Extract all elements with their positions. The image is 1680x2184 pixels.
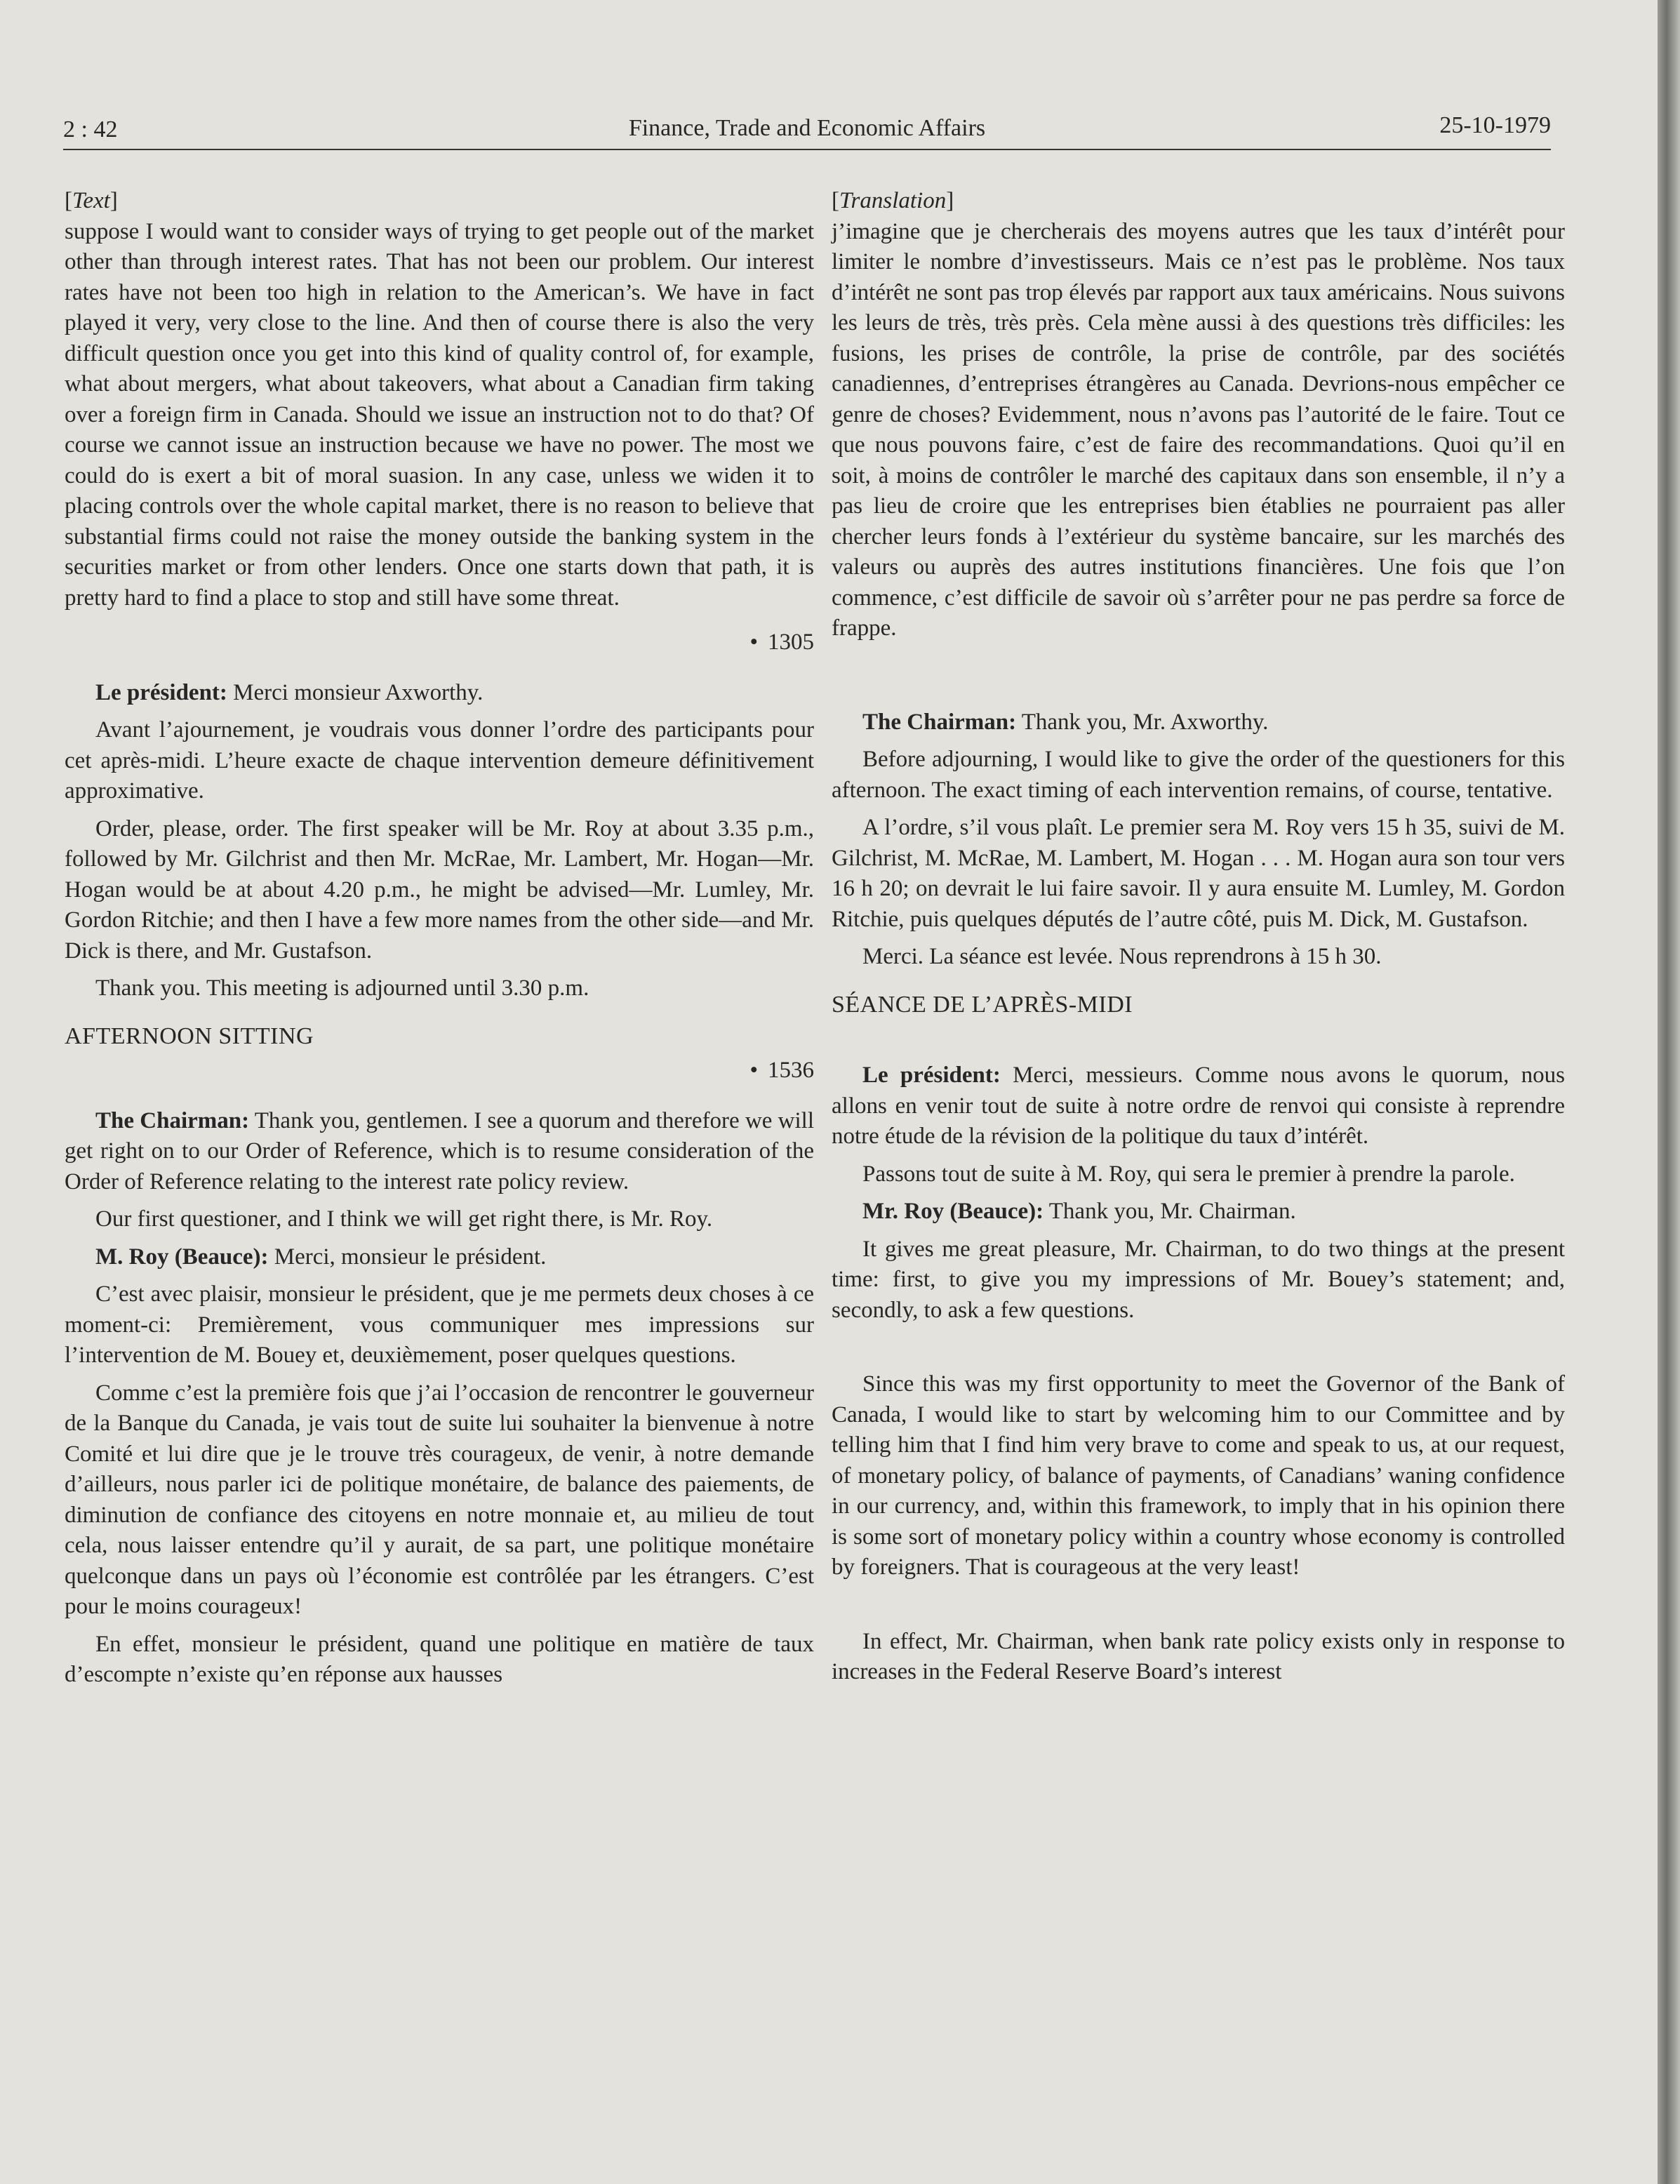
speaker-name: M. Roy (Beauce): [95, 1244, 269, 1270]
paragraph: Before adjourning, I would like to give the order of the questioners for this afternoon. The exact timing of each intervention remains, of course, tentative. [832, 747, 1565, 803]
speaker-name: Mr. Roy (Beauce): [862, 1199, 1044, 1224]
speaker-name: The Chairman: [862, 709, 1017, 735]
time-marker: • 1536 [65, 1056, 814, 1086]
paragraph: Thank you. This meeting is adjourned until 3.30 p.m. [95, 976, 589, 1001]
paragraph: Since this was my first opportunity to meet the Governor of the Bank of Canada, I would like to start by welcoming him to our Committee and by telling him that I find him very brave to come and speak to us, at our request, of monetary policy, of balance of payments, of Canadians’ waning confidence in our currency, and, within this framework, to imply that in his opinion there is some sort of monetary policy within a country whose economy is controlled by foreigners. That is courageous at the very least! [832, 1371, 1565, 1580]
paragraph: Order, please, order. The first speaker will be Mr. Roy at about 3.35 p.m., followed by Mr. Gilchrist and then Mr. McRae, Mr. Lambert, Mr. Hogan—Mr. Hogan would be at about 4.20 p.m., he might be advised—Mr. Lumley, Mr. Gordon Ritchie; and then I have a few more names from the other side—and Mr. Dick is there, and Mr. Gustafson. [65, 815, 814, 964]
left-column [65, 179, 814, 1698]
paragraph: j’imagine que je chercherais des moyens autres que les taux d’intérêt pour limiter le nombre d’investisseurs. Mais ce n’est pas le problème. Nos taux d’intérêt ne sont pas trop élevés par rapport aux taux américains. Nous suivons les leurs de très, très près. Cela mène aussi à des questions très difficiles: les fusions, les prises de contrôle, la prise de contrôle, par des sociétés canadiennes, d’entreprises étrangères au Canada. Devrions-nous empêcher ce genre de choses? Evidemment, nous n’avons pas l’autorité de le faire. Tout ce que nous pouvons faire, c’est de faire des recommandations. Quoi qu’il en soit, à moins de contrôler le marché des capitaux dans son ensemble, il n’y a pas lieu de croire que les entreprises bien établies ne pourraient pas aller chercher leurs fonds à l’extérieur du système bancaire, sur les marchés des valeurs ou auprès des autres institutions financières. Une fois que l’on commence, c’est difficile de savoir où s’arrêter pour ne pas perdre sa force de frappe. [832, 218, 1565, 641]
page-date: 25-10-1979 [1439, 112, 1551, 138]
page-edge [1658, 0, 1680, 2184]
publication-title: Finance, Trade and Economic Affairs [628, 115, 986, 141]
paragraph: Le président: Merci monsieur Axworthy. [95, 679, 484, 705]
paragraph: The Chairman: Thank you, gentlemen. I see a quorum and therefore we will get right on to our Order of Reference, which is to resume consideration of the Order of Reference relating to the interest rate policy review. [65, 1107, 815, 1194]
paragraph: Avant l’ajournement, je voudrais vous donner l’ordre des participants pour cet après-midi. L’heure exacte de chaque intervention demeure définitivement approximative. [65, 717, 814, 804]
paragraph: suppose I would want to consider ways of trying to get people out of the market other than through interest rates. That has not been our problem. Our interest rates have not been too high in relation to the American’s. We have in fact played it very, very close to the line. And then of course there is also the very difficult question once you get into this kind of quality control of, for example, what about mergers, what about takeovers, what about a Canadian firm taking over a foreign firm in Canada. Should we issue an instruction not to do that? Of course we cannot issue an instruction because we have no power. The most we could do is exert a bit of moral suasion. In any case, unless we widen it to placing controls over the whole capital market, there is no reason to believe that substantial firms could not raise the money outside the banking system in the securities market or from other lenders. Once one starts down that path, it is pretty hard to find a place to stop and still have some threat. [65, 218, 814, 611]
paragraph: The Chairman: Thank you, Mr. Axworthy. [862, 709, 1269, 735]
paragraph: En effet, monsieur le président, quand une politique en matière de taux d’escompte n’existe qu’en réponse aux hausses [65, 1631, 814, 1687]
page-header [63, 105, 1551, 150]
paragraph: M. Roy (Beauce): Merci, monsieur le président. [95, 1244, 547, 1270]
paragraph: Passons tout de suite à M. Roy, qui sera le premier à prendre la parole. [862, 1161, 1515, 1187]
paragraph: Comme c’est la première fois que j’ai l’occasion de rencontrer le gouverneur de la Banque du Canada, je vais tout de suite lui souhaiter la bienvenue à notre Comité et lui dire que je le trouve très courageux, de venir, à notre demande d’ailleurs, nous parler ici de politique monétaire, de balance des paiements, de diminution de confiance des citoyens en notre monnaie et, au milieu de tout cela, nous laisser entendre qu’il y aurait, de sa part, une politique monétaire quelconque dans un pays où l’économie est contrôlée par les étrangers. C’est pour le moins courageux! [65, 1380, 814, 1619]
paragraph: It gives me great pleasure, Mr. Chairman, to do two things at the present time: first, to give you my impressions of Mr. Bouey’s statement; and, secondly, to ask a few questions. [832, 1236, 1565, 1323]
paragraph: In effect, Mr. Chairman, when bank rate policy exists only in response to increases in the Federal Reserve Board’s interest [832, 1628, 1565, 1684]
column-label: [Text] [65, 188, 118, 213]
section-heading: SÉANCE DE L’APRÈS-MIDI [832, 991, 1133, 1018]
speaker-name: The Chairman: [95, 1107, 250, 1133]
page-number: 2 : 42 [63, 116, 118, 142]
paragraph: Le président: Merci, messieurs. Comme nous avons le quorum, nous allons en venir tout de suite à notre ordre de renvoi qui consiste à reprendre notre étude de la révision de la politique du taux d’intérêt. [832, 1063, 1565, 1149]
paragraph: Merci. La séance est levée. Nous reprendrons à 15 h 30. [862, 944, 1382, 969]
time-marker: • 1305 [65, 627, 814, 658]
speaker-name: Le président: [862, 1063, 1001, 1088]
paragraph: Mr. Roy (Beauce): Thank you, Mr. Chairman. [862, 1199, 1296, 1224]
speaker-name: Le président: [95, 679, 227, 705]
paragraph: Our first questioner, and I think we will get right there, is Mr. Roy. [95, 1206, 713, 1232]
paragraph: A l’ordre, s’il vous plaît. Le premier sera M. Roy vers 15 h 35, suivi de M. Gilchrist, M. McRae, M. Lambert, M. Hogan . . . M. Hogan aura son tour vers 16 h 20; on devrait le lui faire savoir. Il y aura ensuite M. Lumley, M. Gordon Ritchie, puis quelques députés de l’autre côté, puis M. Dick, M. Gustafson. [832, 815, 1565, 932]
right-column [832, 179, 1565, 1695]
paragraph: C’est avec plaisir, monsieur le président, que je me permets deux choses à ce moment-ci: Premièrement, vous communiquer mes impressions sur l’intervention de M. Bouey et, deuxièmement, poser quelques questions. [65, 1281, 814, 1368]
section-heading: AFTERNOON SITTING [65, 1023, 314, 1049]
column-label: [Translation] [832, 188, 954, 213]
